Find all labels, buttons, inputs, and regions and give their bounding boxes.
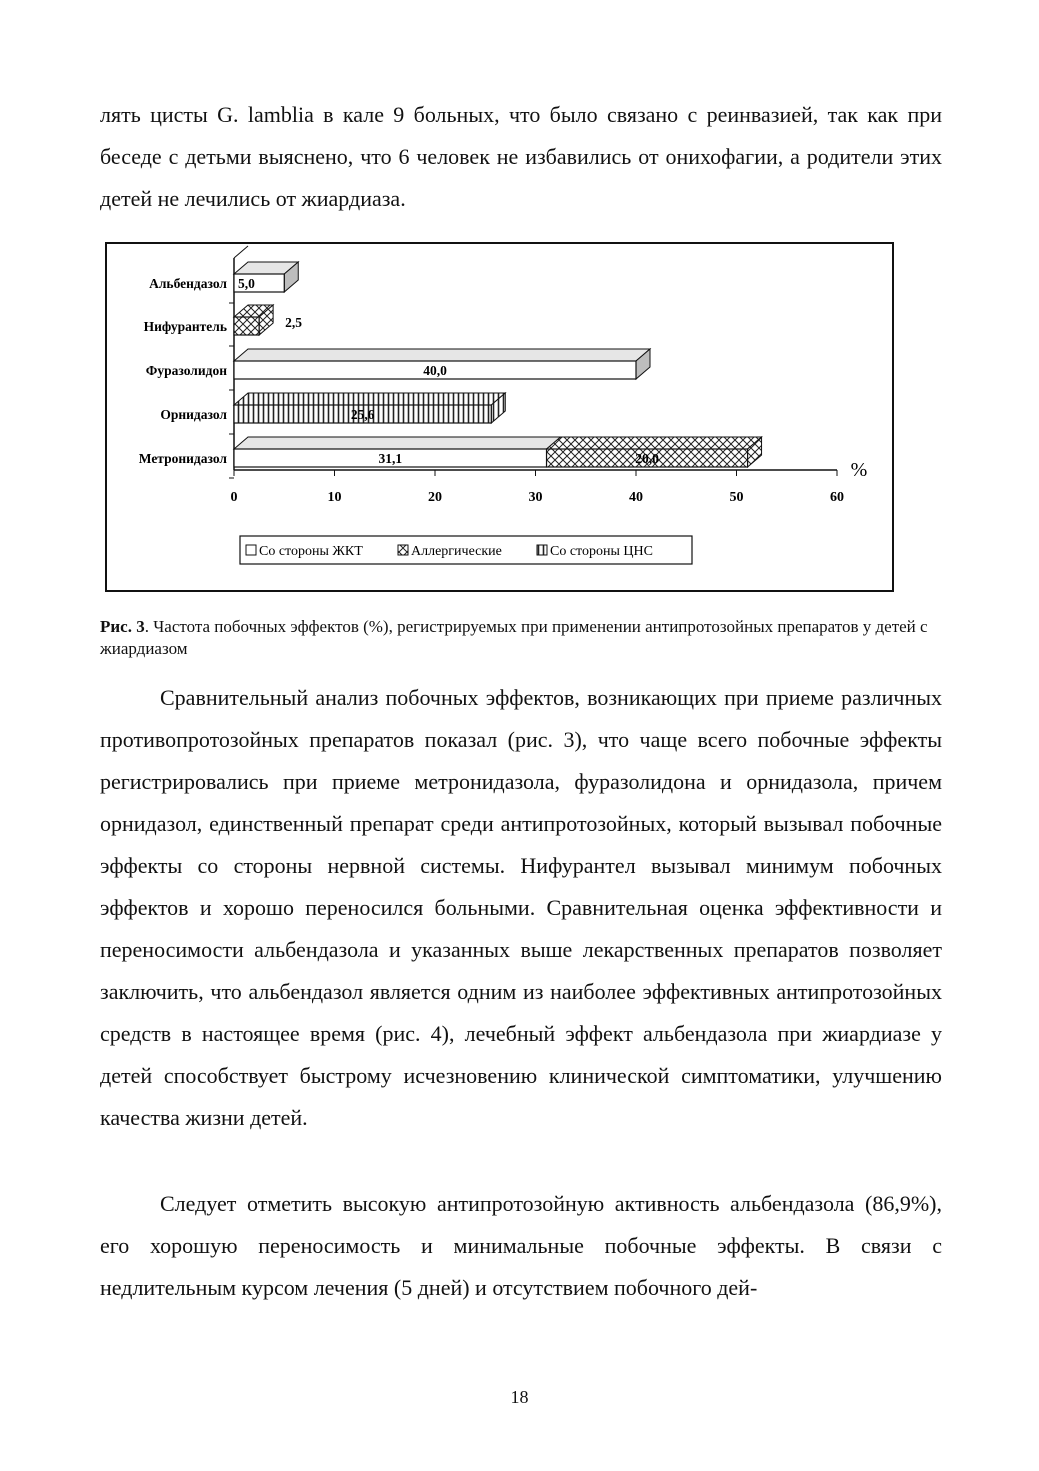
category-label: Нифурантель	[143, 319, 227, 334]
x-tick-label: 20	[428, 490, 442, 505]
x-tick-label: 60	[830, 490, 844, 505]
legend-label: Со стороны ЖКТ	[259, 544, 363, 559]
y-axis-depth	[234, 246, 248, 258]
bar-top-face	[234, 437, 561, 449]
category-label: Метронидазол	[138, 451, 227, 466]
bar-top-face	[547, 437, 762, 449]
x-tick-label: 30	[528, 490, 543, 505]
caption-label: Рис. 3	[100, 617, 145, 636]
caption-text: . Частота побочных эффектов (%), регистрируемых при применении антипротозойных препаратов у детей с жиардиазом	[100, 617, 928, 658]
legend-label: Аллергические	[411, 544, 502, 559]
data-label: 40,0	[423, 363, 447, 378]
page-number: 18	[510, 1387, 529, 1407]
paragraph-intro: лять цисты G. lamblia в кале 9 больных, что было связано с реинвазией, так как при беседе с детьми выяснено, что 6 человек не избавились от онихофагии, а родители этих детей не лечились от жиардиаза.	[100, 102, 942, 211]
legend-swatch	[246, 545, 256, 555]
data-label: 31,1	[378, 451, 403, 466]
unit-label: %	[850, 459, 868, 481]
category-label: Фуразолидон	[145, 363, 227, 378]
data-label: 2,5	[285, 315, 302, 330]
x-tick-label: 10	[327, 490, 342, 505]
x-tick-label: 40	[629, 490, 643, 505]
bar-top-face	[234, 349, 650, 361]
data-label: 5,0	[238, 276, 255, 291]
legend-swatch	[537, 545, 547, 555]
category-label: Орнидазол	[160, 407, 227, 422]
category-label: Альбендазол	[149, 276, 227, 291]
x-tick-label: 50	[729, 490, 744, 505]
legend-swatch	[398, 545, 408, 555]
data-label: 25,6	[350, 407, 375, 422]
bar-chart	[107, 244, 892, 590]
figure-caption	[100, 616, 942, 660]
legend-label: Со стороны ЦНС	[550, 544, 653, 559]
x-tick-label: 0	[230, 490, 238, 505]
bar-top-face	[234, 393, 505, 405]
paragraph-conclusion: Следует отметить высокую антипротозойную активность альбендазола (86,9%), его хорошую переносимость и минимальные побочные эффекты. В связи с недлительным курсом лечения (5 дней) и отсутствием побочного дей-	[100, 1191, 942, 1300]
chart-frame	[105, 242, 894, 592]
data-label: 20,0	[635, 451, 659, 466]
bar	[234, 317, 259, 335]
paragraph-analysis: Сравнительный анализ побочных эффектов, возникающих при приеме различных противопротозойных препаратов показал (рис. 3), что чаще всего побочные эффекты регистрировались при приеме метронидазола, фуразолидона и орнидазола, причем орнидазол, единственный препарат среди антипротозойных, который вызывал побочные эффекты со стороны нервной системы. Нифурантел вызывал минимум побочных эффектов и хорошо переносился больными. Сравнительная оценка эффективности и переносимости альбендазола и указанных выше лекарственных препаратов позволяет заключить, что альбендазол является одним из наиболее эффективных антипротозойных средств в настоящее время (рис. 4), лечебный эффект альбендазола при жиардиазе у детей способствует быстрому исчезновению клинической симптоматики, улучшению качества жизни детей.	[100, 685, 942, 1130]
